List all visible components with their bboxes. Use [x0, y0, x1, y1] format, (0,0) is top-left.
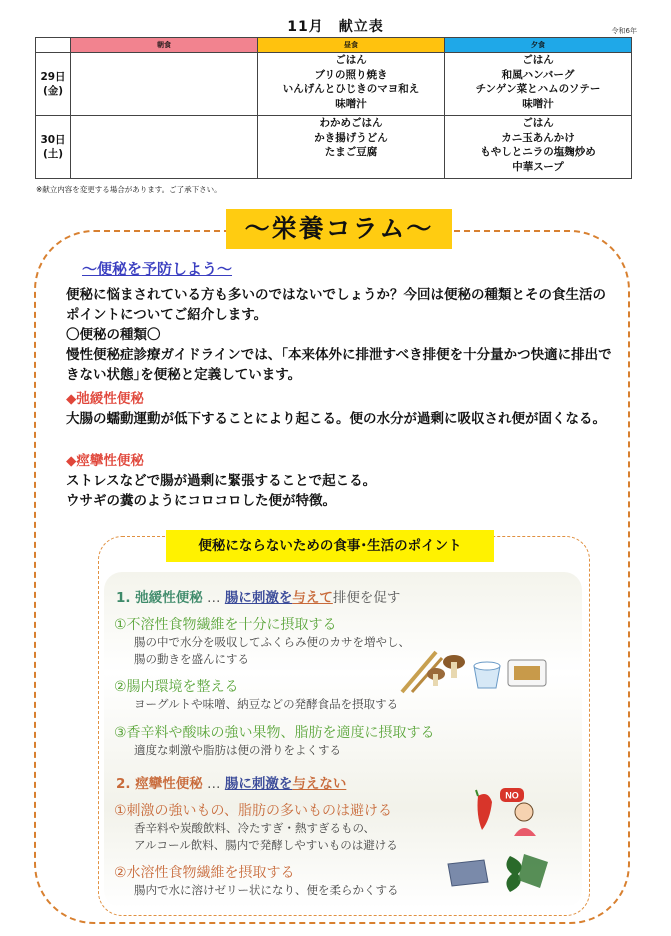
day-cell [36, 53, 71, 116]
category-atonic [116, 586, 400, 606]
intro-text: 便秘に悩まされている方も多いのではないでしょうか？今回は便秘の種類とその食生活のポイントについてご紹介します。 [66, 287, 606, 323]
menu-row-29 [36, 53, 632, 116]
day-cell [36, 116, 71, 179]
category-name: 1. 弛緩性便秘 [116, 590, 203, 606]
category-phrase: 腸に刺激を [224, 590, 293, 606]
category-key: 与えて [292, 590, 333, 606]
weekday-label: (土) [42, 148, 64, 160]
tip-title: ①不溶性食物繊維を十分に摂取する [114, 617, 337, 633]
dinner-cell [445, 53, 632, 116]
seaweed-icon [506, 854, 548, 892]
dish: かき揚げうどん [314, 131, 388, 144]
tip-desc-line: 香辛料や炭酸飲料、冷たすぎ・熱すぎるもの、 [134, 821, 376, 835]
spastic-heading: ◆痙攣性便秘 [66, 453, 144, 469]
category-key: 与えない [292, 776, 347, 792]
dish: いんげんとひじきのマヨ和え [282, 83, 420, 95]
no-sign-text: NO [505, 790, 519, 801]
dish: チンゲン菜とハムのソテー [475, 83, 601, 95]
header-blank [36, 38, 71, 53]
tip-desc-line: ヨーグルトや味噌、納豆などの発酵食品を摂取する [134, 697, 399, 711]
dish: ごはん [522, 54, 554, 66]
no-sign-icon [500, 788, 524, 802]
day-label: 29日 [40, 71, 66, 83]
tip-desc-line: 腸内で水に溶けゼリー状になり、便を柔らかくする [134, 883, 399, 897]
dish: わかめごはん [319, 117, 383, 129]
dish: ごはん [335, 54, 367, 66]
tip-desc [134, 696, 398, 713]
agar-jelly-icon [448, 860, 488, 886]
category-tail: 排便を促す [332, 590, 401, 606]
page-title: 11月 献立表 [287, 19, 384, 35]
dish: カニ玉あんかけ [501, 131, 575, 144]
dish: ブリの照り焼き [314, 68, 388, 81]
natto-icon [508, 660, 546, 686]
lunch-cell [258, 53, 445, 116]
column-subtitle: ～便秘を予防しよう～ [82, 260, 233, 278]
dish: 味噌汁 [335, 97, 367, 110]
menu-header-row [36, 38, 632, 53]
weekday-label: (金) [42, 85, 64, 97]
day-label: 30日 [40, 134, 66, 146]
dish: ごはん [522, 117, 554, 129]
spastic-text-2: ウサギの糞のようにコロコロした便が特徴。 [66, 493, 336, 509]
column-title: ～栄養コラム～ [226, 209, 452, 249]
category-dots: … [207, 590, 221, 606]
fiber-foods-illustration [396, 644, 552, 696]
definition-text: 慢性便秘症診療ガイドラインでは、｢本来体外に排泄すべき排便を十分量かつ快適に排出できない状態｣を便秘と定義しています。 [66, 347, 612, 383]
no-spicy-illustration [470, 786, 544, 836]
tip-desc-line: 適度な刺激や脂肪は便の滑りをよくする [134, 743, 341, 757]
category-dots: … [207, 776, 221, 792]
tips-title: 便秘にならないための食事･生活のポイント [166, 530, 494, 562]
dish: たまご豆腐 [324, 146, 378, 158]
menu-row-30 [36, 116, 632, 179]
era-label: 令和6年 [611, 27, 637, 35]
seaweed-foods-illustration [444, 852, 552, 894]
person-icon [514, 803, 536, 836]
yogurt-icon [474, 662, 500, 688]
dinner-cell [445, 116, 632, 179]
header-breakfast: 朝食 [71, 38, 258, 53]
types-heading: 〇便秘の種類〇 [66, 327, 161, 343]
atonic-heading: ◆弛緩性便秘 [66, 391, 144, 407]
tip-title: ①刺激の強いもの、脂肪の多いものは避ける [114, 803, 392, 819]
tip-desc-line: 腸の中で水分を吸収してふくらみ便のカサを増やし、 [134, 635, 410, 649]
category-name: 2. 痙攣性便秘 [116, 776, 203, 792]
mushroom-icon [427, 655, 465, 686]
tip-title: ②水溶性食物繊維を摂取する [114, 865, 295, 881]
lunch-cell [258, 116, 445, 179]
breakfast-cell [71, 116, 258, 179]
dish: 味噌汁 [522, 97, 554, 110]
spastic-text-1: ストレスなどで腸が過剰に緊張することで起こる。 [66, 473, 377, 489]
menu-table [35, 37, 632, 179]
menu-note: ※献立内容を変更する場合があります。ご了承下さい。 [36, 185, 222, 194]
header-dinner: 夕食 [445, 38, 632, 53]
tip-desc-line: 腸の動きを盛んにする [134, 652, 249, 666]
category-phrase: 腸に刺激を [224, 776, 293, 792]
tip-title: ②腸内環境を整える [114, 679, 239, 695]
tip-title: ③香辛料や酸味の強い果物、脂肪を適度に摂取する [114, 725, 435, 741]
tip-desc [134, 742, 341, 759]
tip-desc [134, 820, 398, 854]
dish: 和風ハンバーグ [501, 68, 575, 81]
atonic-text: 大腸の蠕動運動が低下することにより起こる。便の水分が過剰に吸収され便が固くなる。 [66, 411, 606, 427]
tip-desc-line: アルコール飲料、腸内で発酵しやすいものは避ける [134, 838, 398, 852]
breakfast-cell [71, 53, 258, 116]
category-spastic [116, 772, 346, 792]
dish: 中華スープ [512, 160, 564, 173]
dish: もやしとニラの塩麹炒め [480, 146, 596, 158]
tip-desc [134, 882, 399, 899]
header-lunch: 昼食 [258, 38, 445, 53]
chili-pepper-icon [476, 790, 492, 830]
tip-desc [134, 634, 410, 668]
